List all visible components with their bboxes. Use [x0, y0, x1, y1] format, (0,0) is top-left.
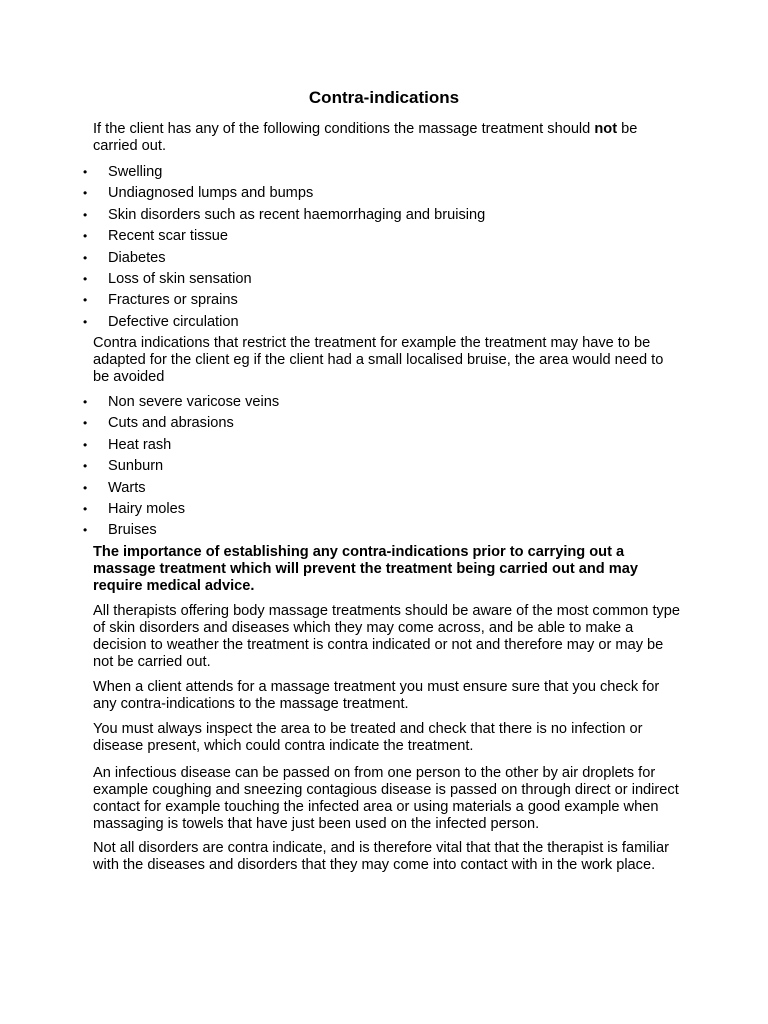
- body-paragraph: You must always inspect the area to be treated and check that there is no infection or disease present, which could contra indicate the treatment.: [93, 721, 643, 754]
- list-item: [0, 413, 768, 434]
- bullet-icon: •: [83, 523, 88, 538]
- list-item-text: Heat rash: [108, 436, 172, 453]
- bullet-icon: •: [83, 501, 88, 516]
- list-item: [0, 392, 768, 413]
- list-item: [0, 456, 768, 477]
- list-item-text: Swelling: [108, 164, 163, 180]
- bullet-icon: •: [83, 395, 88, 409]
- intro-paragraph: [93, 121, 683, 155]
- body-paragraph: Not all disorders are contra indicate, and is therefore vital that that the therapist is familiar with the diseases and disorders that they may come into contact with in the work place.: [93, 840, 669, 873]
- bullet-icon: •: [83, 459, 88, 474]
- body-paragraph: When a client attends for a massage treatment you must ensure sure that you check for any contra-indications to the massage treatment.: [93, 679, 660, 712]
- intro-emphasis: not: [594, 121, 618, 137]
- list-item: [0, 290, 768, 311]
- list-item-text: Warts: [108, 479, 146, 496]
- bullet-icon: •: [83, 416, 88, 431]
- list-item-text: Sunburn: [108, 458, 164, 475]
- intro-text-end: be carried out.: [93, 121, 638, 154]
- list-item: [0, 435, 768, 456]
- bullet-icon: •: [83, 314, 88, 329]
- body-paragraph: All therapists offering body massage treatments should be aware of the most common type of skin disorders and diseases which they may come across, and be able to make a decision to weather the treatment is contra indicated or not and therefore may or may be not be carried out.: [93, 603, 681, 670]
- list-item-text: Fractures or sprains: [108, 292, 238, 309]
- list-item: [0, 478, 768, 499]
- list-item: [0, 248, 768, 269]
- bullet-icon: •: [83, 250, 88, 265]
- list-item: [0, 205, 768, 226]
- list-item: [0, 162, 768, 183]
- bullet-icon: •: [83, 207, 88, 222]
- intro-text: If the client has any of the following conditions the massage treatment should: [93, 121, 595, 137]
- importance-heading: The importance of establishing any contra-indications prior to carrying out a massage treatment which will prevent the treatment being carried out and may require medical advice.: [93, 544, 638, 594]
- list-item-text: Loss of skin sensation: [108, 270, 252, 287]
- restrict-list: [0, 392, 768, 542]
- bullet-icon: •: [83, 437, 88, 452]
- bullet-icon: •: [83, 229, 88, 244]
- body-paragraph: An infectious disease can be passed on from one person to the other by air droplets for example coughing and sneezing contagious disease is passed on through direct or indirect contact for example touching the infected area or using materials a good example when massaging is towels that have just been used on the infected person.: [93, 765, 679, 832]
- list-item-text: Defective circulation: [108, 313, 239, 330]
- list-item: [0, 312, 768, 333]
- bullet-icon: •: [83, 186, 88, 201]
- list-item: [0, 520, 768, 541]
- restrict-paragraph: Contra indications that restrict the treatment for example the treatment may have to be adapted for the client eg if the client had a small localised bruise, the area would need to be avoided: [93, 335, 664, 385]
- list-item-text: Skin disorders such as recent haemorrhaging and bruising: [108, 206, 486, 223]
- bullet-icon: •: [83, 480, 88, 495]
- list-item-text: Non severe varicose veins: [108, 394, 280, 410]
- list-item-text: Bruises: [108, 522, 157, 539]
- list-item: [0, 269, 768, 290]
- page-title: Contra-indications: [308, 88, 460, 107]
- bullet-icon: •: [83, 165, 88, 179]
- bullet-icon: •: [83, 271, 88, 286]
- list-item-text: Cuts and abrasions: [108, 415, 234, 432]
- list-item-text: Diabetes: [108, 249, 166, 266]
- list-item-text: Hairy moles: [108, 500, 186, 517]
- list-item: [0, 499, 768, 520]
- list-item-text: Undiagnosed lumps and bumps: [108, 185, 314, 202]
- contraindication-list: [0, 162, 768, 333]
- list-item-text: Recent scar tissue: [108, 228, 229, 245]
- list-item: [0, 183, 768, 204]
- list-item: [0, 226, 768, 247]
- bullet-icon: •: [83, 293, 88, 308]
